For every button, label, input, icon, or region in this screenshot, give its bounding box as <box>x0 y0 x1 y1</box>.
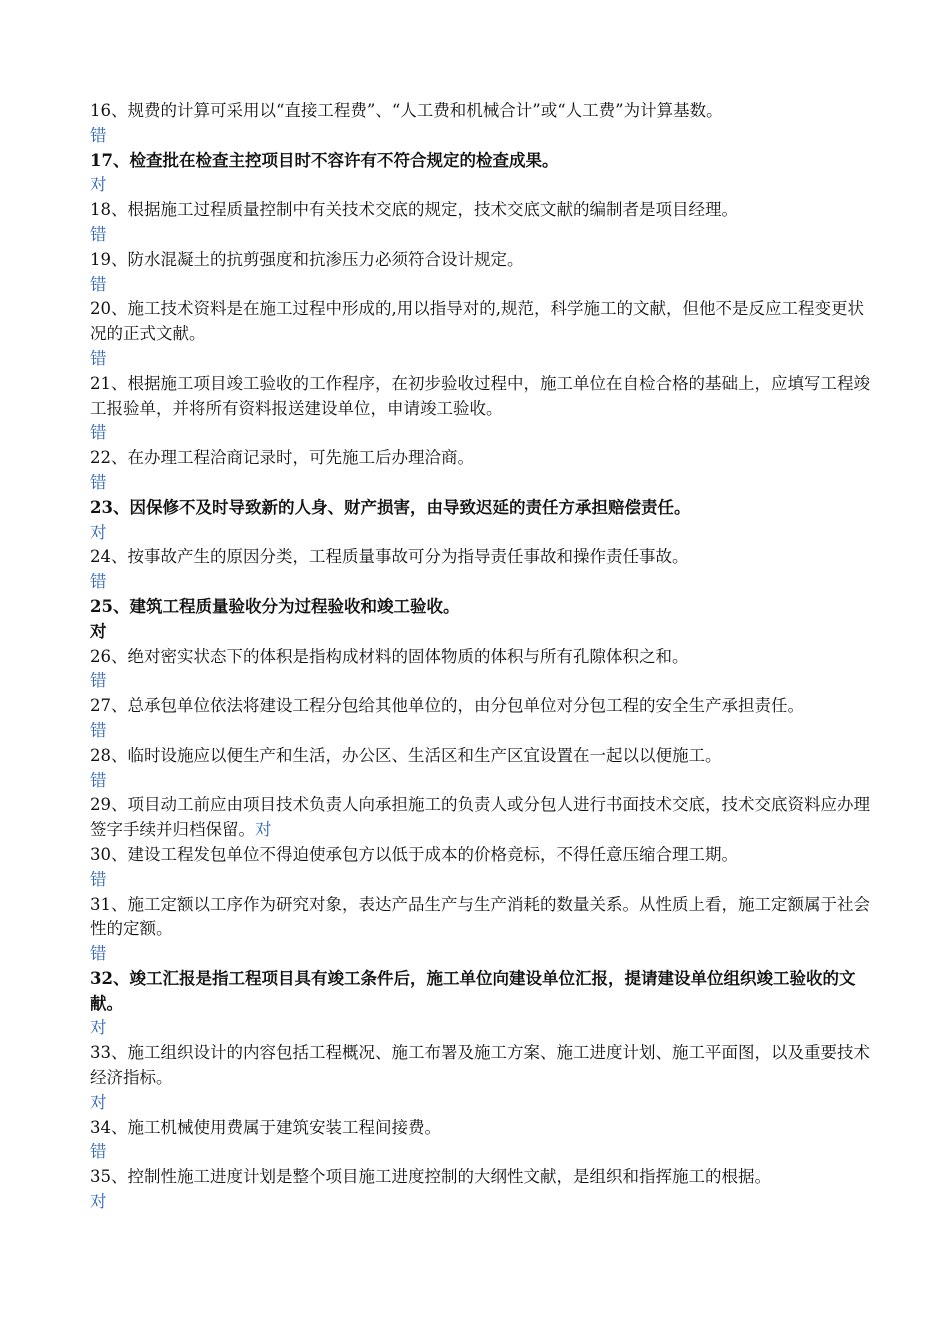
question-item-27 <box>90 694 880 744</box>
question-item-16 <box>90 99 880 149</box>
question-item-19 <box>90 248 880 298</box>
question-text <box>90 793 880 843</box>
question-text: 32、竣工汇报是指工程项目具有竣工条件后，施工单位向建设单位汇报，提请建设单位组织竣工验收的文献。 <box>90 968 856 1013</box>
question-item-32 <box>90 967 880 1041</box>
answer-text: 错 <box>90 1142 107 1162</box>
question-text: 23、因保修不及时导致新的人身、财产损害，由导致迟延的责任方承担赔偿责任。 <box>90 497 691 517</box>
answer-text: 错 <box>90 348 107 368</box>
question-text: 31、施工定额以工序作为研究对象，表达产品生产与生产消耗的数量关系。从性质上看，施工定额属于社会性的定额。 <box>90 894 870 939</box>
question-text: 19、防水混凝土的抗剪强度和抗渗压力必须符合设计规定。 <box>90 249 524 269</box>
question-item-22 <box>90 446 880 496</box>
question-item-30 <box>90 843 880 893</box>
answer-text: 对 <box>90 1192 107 1212</box>
question-item-17 <box>90 149 880 199</box>
answer-text: 错 <box>90 869 107 889</box>
question-text: 17、检查批在检查主控项目时不容许有不符合规定的检查成果。 <box>90 150 559 170</box>
question-text: 33、施工组织设计的内容包括工程概况、施工布署及施工方案、施工进度计划、施工平面图，以及重要技术经济指标。 <box>90 1043 870 1088</box>
question-text: 20、施工技术资料是在施工过程中形成的,用以指导对的,规范，科学施工的文献，但他不是反应工程变更状况的正式文献。 <box>90 299 864 344</box>
question-text: 28、临时设施应以便生产和生活，办公区、生活区和生产区宜设置在一起以以便施工。 <box>90 745 722 765</box>
question-text: 35、控制性施工进度计划是整个项目施工进度控制的大纲性文献，是组织和指挥施工的根据。 <box>90 1167 771 1187</box>
answer-text: 错 <box>90 572 107 592</box>
question-item-26 <box>90 645 880 695</box>
question-text: 18、根据施工过程质量控制中有关技术交底的规定，技术交底文献的编制者是项目经理。 <box>90 200 738 220</box>
answer-text: 错 <box>90 720 107 740</box>
answer-text: 对 <box>90 522 107 542</box>
answer-text: 错 <box>90 224 107 244</box>
question-item-34 <box>90 1116 880 1166</box>
question-item-25 <box>90 595 880 645</box>
question-text: 16、规费的计算可采用以“直接工程费”、“人工费和机械合计”或“人工费”为计算基数。 <box>90 101 723 120</box>
question-text: 30、建设工程发包单位不得迫使承包方以低于成本的价格竞标，不得任意压缩合理工期。 <box>90 844 738 864</box>
question-item-18 <box>90 198 880 248</box>
answer-text: 错 <box>90 671 107 691</box>
answer-text: 错 <box>90 944 107 964</box>
question-text: 34、施工机械使用费属于建筑安装工程间接费。 <box>90 1117 441 1137</box>
answer-text: 错 <box>90 125 107 145</box>
answer-text: 错 <box>90 423 107 443</box>
answer-text: 错 <box>90 472 107 492</box>
question-text: 25、建筑工程质量验收分为过程验收和竣工验收。 <box>90 596 460 616</box>
answer-text: 对 <box>255 820 272 840</box>
question-text-body: 29、项目动工前应由项目技术负责人向承担施工的负责人或分包人进行书面技术交底，技术交底资料应办理签字手续并归档保留。 <box>90 795 870 840</box>
question-item-24 <box>90 545 880 595</box>
question-item-23 <box>90 496 880 546</box>
question-item-21 <box>90 372 880 446</box>
answer-text: 对 <box>90 1092 107 1112</box>
question-item-35 <box>90 1165 880 1215</box>
question-text: 22、在办理工程洽商记录时，可先施工后办理洽商。 <box>90 448 474 468</box>
question-item-20 <box>90 297 880 371</box>
answer-text: 错 <box>90 274 107 294</box>
question-text: 27、总承包单位依法将建设工程分包给其他单位的，由分包单位对分包工程的安全生产承担责任。 <box>90 696 804 716</box>
question-item-31 <box>90 893 880 967</box>
question-text: 26、绝对密实状态下的体积是指构成材料的固体物质的体积与所有孔隙体积之和。 <box>90 646 689 666</box>
answer-text: 错 <box>90 770 107 790</box>
question-item-33 <box>90 1041 880 1115</box>
question-text: 24、按事故产生的原因分类，工程质量事故可分为指导责任事故和操作责任事故。 <box>90 547 689 567</box>
answer-text: 对 <box>90 175 107 195</box>
answer-text: 对 <box>90 1018 107 1038</box>
answer-text: 对 <box>90 621 107 641</box>
question-text: 21、根据施工项目竣工验收的工作程序，在初步验收过程中，施工单位在自检合格的基础上，应填写工程竣工报验单，并将所有资料报送建设单位，申请竣工验收。 <box>90 373 870 418</box>
question-list <box>90 99 880 1215</box>
question-item-29 <box>90 793 880 843</box>
question-item-28 <box>90 744 880 794</box>
